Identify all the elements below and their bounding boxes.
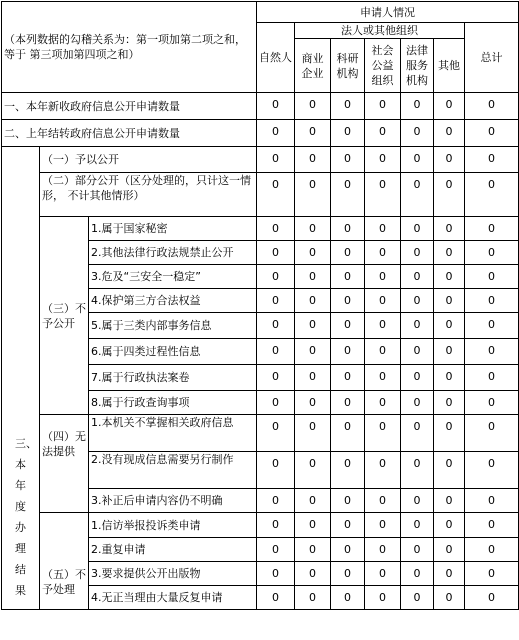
- table-cell: 0: [331, 415, 365, 452]
- table-cell: 0: [295, 173, 331, 217]
- table-note: （本列数据的勾稽关系为：第一项加第二项之和，等于 第三项加第四项之和）: [2, 2, 257, 93]
- table-cell: 0: [295, 313, 331, 339]
- legal-service-header: 法律服务机构: [401, 39, 434, 93]
- table-cell: 0: [465, 120, 519, 147]
- table-cell: 0: [331, 586, 365, 610]
- table-cell: 0: [257, 147, 295, 173]
- table-cell: 0: [465, 339, 519, 365]
- table-cell: 0: [257, 489, 295, 513]
- row-label: （一）予以公开: [40, 147, 257, 173]
- table-cell: 0: [295, 147, 331, 173]
- table-cell: 0: [465, 489, 519, 513]
- row-label: 3.要求提供公开出版物: [89, 562, 257, 586]
- table-cell: 0: [295, 289, 331, 313]
- table-cell: 0: [401, 120, 434, 147]
- table-cell: 0: [365, 217, 401, 241]
- business-header: 商业企业: [295, 39, 331, 93]
- table-cell: 0: [434, 93, 465, 120]
- table-cell: 0: [465, 452, 519, 489]
- table-cell: 0: [365, 289, 401, 313]
- table-cell: 0: [401, 365, 434, 391]
- table-cell: 0: [401, 173, 434, 217]
- table-cell: 0: [434, 538, 465, 562]
- table-cell: 0: [295, 217, 331, 241]
- table-cell: 0: [401, 313, 434, 339]
- table-cell: 0: [401, 93, 434, 120]
- table-cell: 0: [295, 562, 331, 586]
- table-cell: 0: [331, 173, 365, 217]
- table-cell: 0: [257, 339, 295, 365]
- row-label: 一、本年新收政府信息公开申请数量: [2, 93, 257, 120]
- table-cell: 0: [401, 391, 434, 415]
- table-cell: 0: [331, 147, 365, 173]
- table-cell: 0: [331, 562, 365, 586]
- table-cell: 0: [434, 289, 465, 313]
- row-label: 3.危及“三安全一稳定”: [89, 265, 257, 289]
- table-cell: 0: [365, 120, 401, 147]
- table-cell: 0: [401, 339, 434, 365]
- table-cell: 0: [365, 93, 401, 120]
- row-label: 二、上年结转政府信息公开申请数量: [2, 120, 257, 147]
- table-cell: 0: [434, 489, 465, 513]
- table-cell: 0: [257, 513, 295, 538]
- table-cell: 0: [331, 93, 365, 120]
- not-process-group: （五）不予处理: [40, 513, 89, 610]
- table-cell: 0: [465, 313, 519, 339]
- legal-group-header: 法人或其他组织: [295, 23, 465, 39]
- table-cell: 0: [365, 489, 401, 513]
- table-cell: 0: [434, 339, 465, 365]
- table-cell: 0: [465, 538, 519, 562]
- row-label: 7.属于行政执法案卷: [89, 365, 257, 391]
- table-cell: 0: [365, 147, 401, 173]
- table-cell: 0: [401, 217, 434, 241]
- table-cell: 0: [365, 241, 401, 265]
- table-cell: 0: [465, 391, 519, 415]
- table-row: [2, 93, 519, 120]
- table-cell: 0: [465, 415, 519, 452]
- table-cell: 0: [401, 489, 434, 513]
- table-row: [2, 147, 519, 173]
- table-cell: 0: [365, 339, 401, 365]
- table-cell: 0: [331, 452, 365, 489]
- table-cell: 0: [295, 265, 331, 289]
- table-cell: 0: [465, 217, 519, 241]
- table-cell: 0: [257, 173, 295, 217]
- table-cell: 0: [401, 241, 434, 265]
- table-cell: 0: [434, 313, 465, 339]
- table-cell: 0: [365, 173, 401, 217]
- table-cell: 0: [331, 538, 365, 562]
- table-cell: 0: [257, 538, 295, 562]
- table-cell: 0: [365, 562, 401, 586]
- table-cell: 0: [401, 586, 434, 610]
- table-cell: 0: [365, 365, 401, 391]
- table-cell: 0: [401, 415, 434, 452]
- table-cell: 0: [295, 513, 331, 538]
- table-cell: 0: [434, 586, 465, 610]
- table-cell: 0: [365, 265, 401, 289]
- table-cell: 0: [401, 265, 434, 289]
- table-cell: 0: [295, 586, 331, 610]
- table-cell: 0: [331, 313, 365, 339]
- table-cell: 0: [401, 513, 434, 538]
- table-cell: 0: [257, 415, 295, 452]
- row-label: 6.属于四类过程性信息: [89, 339, 257, 365]
- row-label: 2.没有现成信息需要另行制作: [89, 452, 257, 489]
- table-row: [2, 217, 519, 241]
- table-row: [2, 513, 519, 538]
- table-row: [2, 173, 519, 217]
- table-cell: 0: [434, 265, 465, 289]
- table-cell: 0: [295, 415, 331, 452]
- table-cell: 0: [257, 93, 295, 120]
- disclosure-statistics-table: [1, 1, 519, 610]
- table-cell: 0: [257, 241, 295, 265]
- natural-person-header: 自然人: [257, 23, 295, 93]
- table-cell: 0: [257, 562, 295, 586]
- row-label: 1.信访举报投诉类申请: [89, 513, 257, 538]
- table-cell: 0: [295, 120, 331, 147]
- research-header: 科研机构: [331, 39, 365, 93]
- table-cell: 0: [434, 415, 465, 452]
- table-cell: 0: [465, 562, 519, 586]
- row-label: 2.其他法律行政法规禁止公开: [89, 241, 257, 265]
- table-cell: 0: [331, 489, 365, 513]
- row-label: 4.无正当理由大量反复申请: [89, 586, 257, 610]
- row-label: （二）部分公开（区分处理的，只计这一情形， 不计其他情形）: [40, 173, 257, 217]
- table-row: [2, 120, 519, 147]
- table-cell: 0: [401, 289, 434, 313]
- table-cell: 0: [434, 452, 465, 489]
- table-cell: 0: [465, 365, 519, 391]
- row-label: 2.重复申请: [89, 538, 257, 562]
- table-cell: 0: [331, 120, 365, 147]
- table-cell: 0: [465, 586, 519, 610]
- table-cell: 0: [295, 489, 331, 513]
- table-cell: 0: [465, 93, 519, 120]
- table-cell: 0: [295, 339, 331, 365]
- table-row: [2, 415, 519, 452]
- table-cell: 0: [401, 538, 434, 562]
- table-cell: 0: [434, 217, 465, 241]
- table-cell: 0: [257, 120, 295, 147]
- table-cell: 0: [295, 241, 331, 265]
- social-header: 社会公益组织: [365, 39, 401, 93]
- table-cell: 0: [434, 173, 465, 217]
- table-cell: 0: [257, 217, 295, 241]
- table-cell: 0: [365, 415, 401, 452]
- table-cell: 0: [434, 120, 465, 147]
- table-cell: 0: [434, 562, 465, 586]
- table-cell: 0: [434, 513, 465, 538]
- table-cell: 0: [331, 365, 365, 391]
- table-cell: 0: [331, 289, 365, 313]
- table-cell: 0: [434, 147, 465, 173]
- table-cell: 0: [257, 265, 295, 289]
- table-cell: 0: [295, 391, 331, 415]
- table-cell: 0: [295, 93, 331, 120]
- no-disclosure-group: （三）不予公开: [40, 217, 89, 415]
- table-cell: 0: [434, 241, 465, 265]
- table-cell: 0: [257, 313, 295, 339]
- table-cell: 0: [465, 147, 519, 173]
- table-cell: 0: [331, 391, 365, 415]
- table-cell: 0: [401, 147, 434, 173]
- table-cell: 0: [365, 313, 401, 339]
- table-cell: 0: [295, 452, 331, 489]
- table-cell: 0: [365, 586, 401, 610]
- table-cell: 0: [401, 452, 434, 489]
- total-header: 总计: [465, 23, 519, 93]
- table-cell: 0: [365, 452, 401, 489]
- row-label: 1.本机关不掌握相关政府信息: [89, 415, 257, 452]
- other-header: 其他: [434, 39, 465, 93]
- table-cell: 0: [465, 173, 519, 217]
- table-cell: 0: [331, 241, 365, 265]
- table-cell: 0: [257, 452, 295, 489]
- table-cell: 0: [465, 265, 519, 289]
- table-cell: 0: [465, 241, 519, 265]
- table-cell: 0: [434, 391, 465, 415]
- table-cell: 0: [365, 391, 401, 415]
- table-cell: 0: [331, 265, 365, 289]
- table-cell: 0: [257, 289, 295, 313]
- table-cell: 0: [257, 391, 295, 415]
- row-label: 5.属于三类内部事务信息: [89, 313, 257, 339]
- table-cell: 0: [295, 365, 331, 391]
- table-cell: 0: [401, 562, 434, 586]
- section-3-label: 三、本年度办理结果: [2, 147, 40, 610]
- row-label: 4.保护第三方合法权益: [89, 289, 257, 313]
- row-label: 1.属于国家秘密: [89, 217, 257, 241]
- row-label: 3.补正后申请内容仍不明确: [89, 489, 257, 513]
- table-cell: 0: [465, 513, 519, 538]
- row-label: 8.属于行政查询事项: [89, 391, 257, 415]
- table-cell: 0: [331, 217, 365, 241]
- table-cell: 0: [365, 538, 401, 562]
- unable-provide-group: （四）无法提供: [40, 415, 89, 513]
- table-cell: 0: [257, 586, 295, 610]
- applicant-info-header: 申请人情况: [257, 2, 519, 23]
- table-cell: 0: [331, 339, 365, 365]
- table-cell: 0: [365, 513, 401, 538]
- table-cell: 0: [465, 289, 519, 313]
- table-cell: 0: [434, 365, 465, 391]
- table-cell: 0: [331, 513, 365, 538]
- table-cell: 0: [295, 538, 331, 562]
- table-cell: 0: [257, 365, 295, 391]
